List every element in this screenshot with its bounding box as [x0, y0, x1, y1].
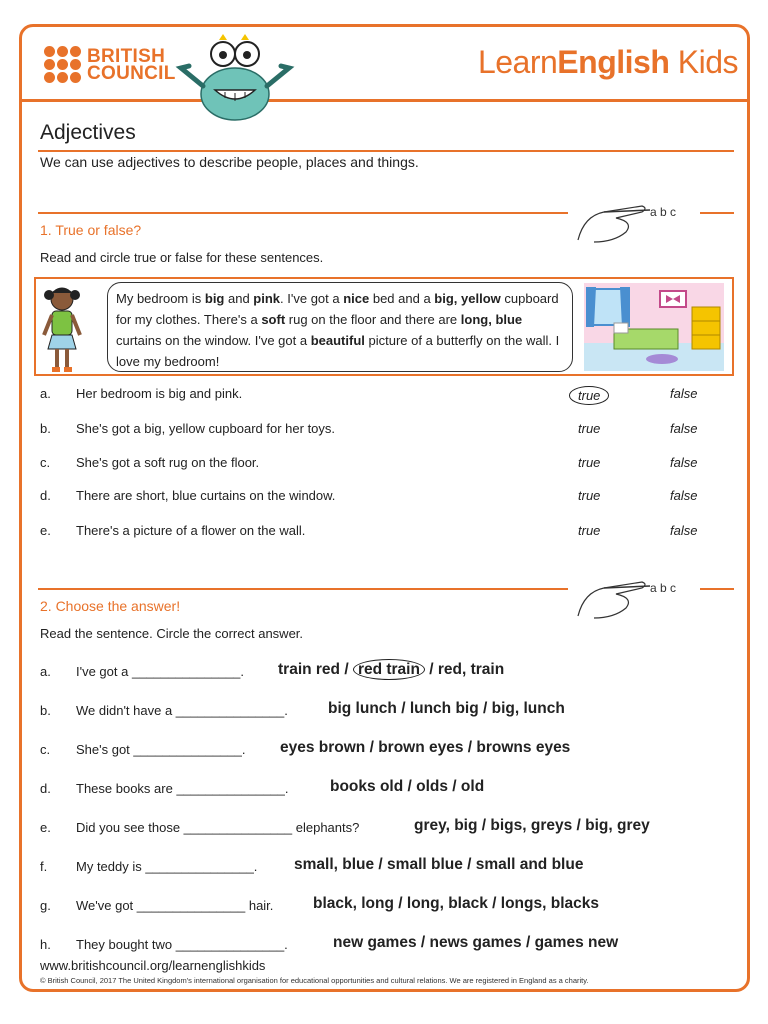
story-text: . I've got a [280, 291, 344, 306]
answer-option[interactable]: red, train [437, 661, 505, 678]
answer-option[interactable]: browns eyes [476, 739, 571, 756]
answer-option[interactable]: red train [353, 659, 425, 680]
bedroom-illustration-icon [584, 283, 724, 371]
story-adjective: big, yellow [434, 291, 501, 306]
page-title: Adjectives [40, 121, 136, 144]
answer-option[interactable]: bigs, greys [490, 817, 573, 834]
item-letter: f. [40, 859, 48, 874]
section1-title: 1. True or false? [40, 222, 142, 238]
item-letter: c. [40, 455, 51, 470]
answer-options: new games / news games / games new [333, 934, 619, 951]
answer-option[interactable]: games new [534, 934, 619, 951]
story-text: picture of a butterfly on the wall. I love my bedroom! [116, 333, 560, 369]
story-adjective: long, blue [460, 312, 523, 327]
monster-mascot-icon [175, 28, 295, 124]
true-option[interactable]: true [578, 455, 601, 470]
answer-option[interactable]: brown eyes [378, 739, 464, 756]
answer-option[interactable]: big lunch [328, 700, 397, 717]
item-sentence: Did you see those _______________ elephants? [76, 820, 360, 835]
true-option[interactable]: true [569, 386, 609, 405]
item-sentence: She's got a soft rug on the floor. [76, 455, 260, 470]
true-option[interactable]: true [578, 421, 601, 436]
answer-options: train red / red train / red, train [278, 661, 505, 678]
brand-kids: Kids [669, 44, 738, 80]
answer-option[interactable]: longs, blacks [500, 895, 599, 912]
item-letter: d. [40, 488, 51, 503]
section1-instruction: Read and circle true or false for these sentences. [40, 250, 324, 265]
true-option[interactable]: true [578, 523, 601, 538]
answer-option[interactable]: books old [330, 778, 404, 795]
story-text: My bedroom is [116, 291, 205, 306]
answer-option[interactable]: eyes brown [280, 739, 366, 756]
answer-option[interactable]: train red [278, 661, 341, 678]
story-speech-bubble [107, 282, 573, 372]
answer-options: big lunch / lunch big / big, lunch [328, 700, 565, 717]
answer-option[interactable]: lunch big [409, 700, 479, 717]
false-option[interactable]: false [670, 421, 698, 436]
item-sentence: My teddy is _______________. [76, 859, 258, 874]
logo-line-2: COUNCIL [87, 62, 176, 84]
girl-illustration-icon [38, 283, 86, 375]
footer-copyright: © British Council, 2017 The United Kingdom's international organisation for educational opportunities and cultural relations. We are registered in England as a charity. [40, 976, 589, 985]
false-option[interactable]: false [670, 455, 698, 470]
intro-text: We can use adjectives to describe people, places and things. [40, 154, 419, 170]
answer-option[interactable]: small, blue [294, 856, 375, 873]
item-letter: b. [40, 703, 51, 718]
logo-line-1: BRITISH [87, 45, 166, 67]
section2-instruction: Read the sentence. Circle the correct answer. [40, 626, 304, 641]
section2-title: 2. Choose the answer! [40, 598, 181, 614]
logo-dots-icon [44, 46, 81, 83]
story-adjective: nice [343, 291, 370, 306]
writing-hand-icon [574, 572, 684, 622]
false-option[interactable]: false [670, 488, 698, 503]
item-letter: d. [40, 781, 51, 796]
answer-option[interactable]: news games [429, 934, 522, 951]
answer-options: black, long / long, black / longs, blacks [313, 895, 599, 912]
brand-english: English [557, 44, 670, 80]
answer-options: grey, big / bigs, greys / big, grey [414, 817, 650, 834]
writing-hand-icon [574, 196, 684, 246]
story-text: rug on the floor and there are [285, 312, 461, 327]
item-sentence: We didn't have a _______________. [76, 703, 288, 718]
answer-option[interactable]: long, black [406, 895, 488, 912]
abc-label: a b c [650, 205, 677, 219]
item-sentence: There's a picture of a flower on the wall. [76, 523, 306, 538]
section1-divider-end [700, 212, 734, 214]
title-underline [38, 150, 734, 152]
item-letter: g. [40, 898, 51, 913]
item-sentence: She's got _______________. [76, 742, 246, 757]
abc-label: a b c [650, 581, 677, 595]
brand-learn: Learn [477, 44, 558, 80]
story-adjective: soft [261, 312, 286, 327]
answer-option[interactable]: old [460, 778, 485, 795]
header-divider [19, 99, 750, 102]
answer-option[interactable]: small and blue [475, 856, 584, 873]
story-text: bed and a [369, 291, 435, 306]
item-letter: e. [40, 820, 51, 835]
false-option[interactable]: false [670, 386, 698, 401]
item-sentence: I've got a _______________. [76, 664, 245, 679]
story-adjective: beautiful [310, 333, 365, 348]
story-adjective: pink [253, 291, 281, 306]
answer-options: small, blue / small blue / small and blue [294, 856, 584, 873]
answer-option[interactable]: black, long [313, 895, 394, 912]
answer-option[interactable]: grey, big [414, 817, 478, 834]
answer-option[interactable]: big, lunch [491, 700, 565, 717]
british-council-logo [44, 46, 176, 83]
story-text: and [224, 291, 254, 306]
item-sentence: Her bedroom is big and pink. [76, 386, 243, 401]
answer-option[interactable]: small blue [387, 856, 463, 873]
item-sentence: These books are _______________. [76, 781, 289, 796]
item-sentence: There are short, blue curtains on the window. [76, 488, 336, 503]
section2-divider [38, 588, 568, 590]
section1-divider [38, 212, 568, 214]
item-letter: h. [40, 937, 51, 952]
item-sentence: She's got a big, yellow cupboard for her toys. [76, 421, 336, 436]
answer-option[interactable]: big, grey [585, 817, 650, 834]
true-option[interactable]: true [578, 488, 601, 503]
answer-options: eyes brown / brown eyes / browns eyes [280, 739, 571, 756]
false-option[interactable]: false [670, 523, 698, 538]
item-letter: e. [40, 523, 51, 538]
item-letter: b. [40, 421, 51, 436]
item-letter: a. [40, 386, 51, 401]
answer-option[interactable]: olds [416, 778, 448, 795]
answer-options: books old / olds / old [330, 778, 485, 795]
item-sentence: They bought two _______________. [76, 937, 288, 952]
footer-url[interactable]: www.britishcouncil.org/learnenglishkids [40, 958, 266, 973]
story-text: cupboard for my clothes. There's a [116, 291, 559, 327]
item-letter: c. [40, 742, 51, 757]
answer-option[interactable]: new games [333, 934, 417, 951]
item-sentence: We've got _______________ hair. [76, 898, 274, 913]
story-adjective: big [204, 291, 225, 306]
learnenglish-kids-brand [478, 44, 738, 81]
section2-divider-end [700, 588, 734, 590]
story-text: curtains on the window. I've got a [116, 333, 311, 348]
item-letter: a. [40, 664, 51, 679]
